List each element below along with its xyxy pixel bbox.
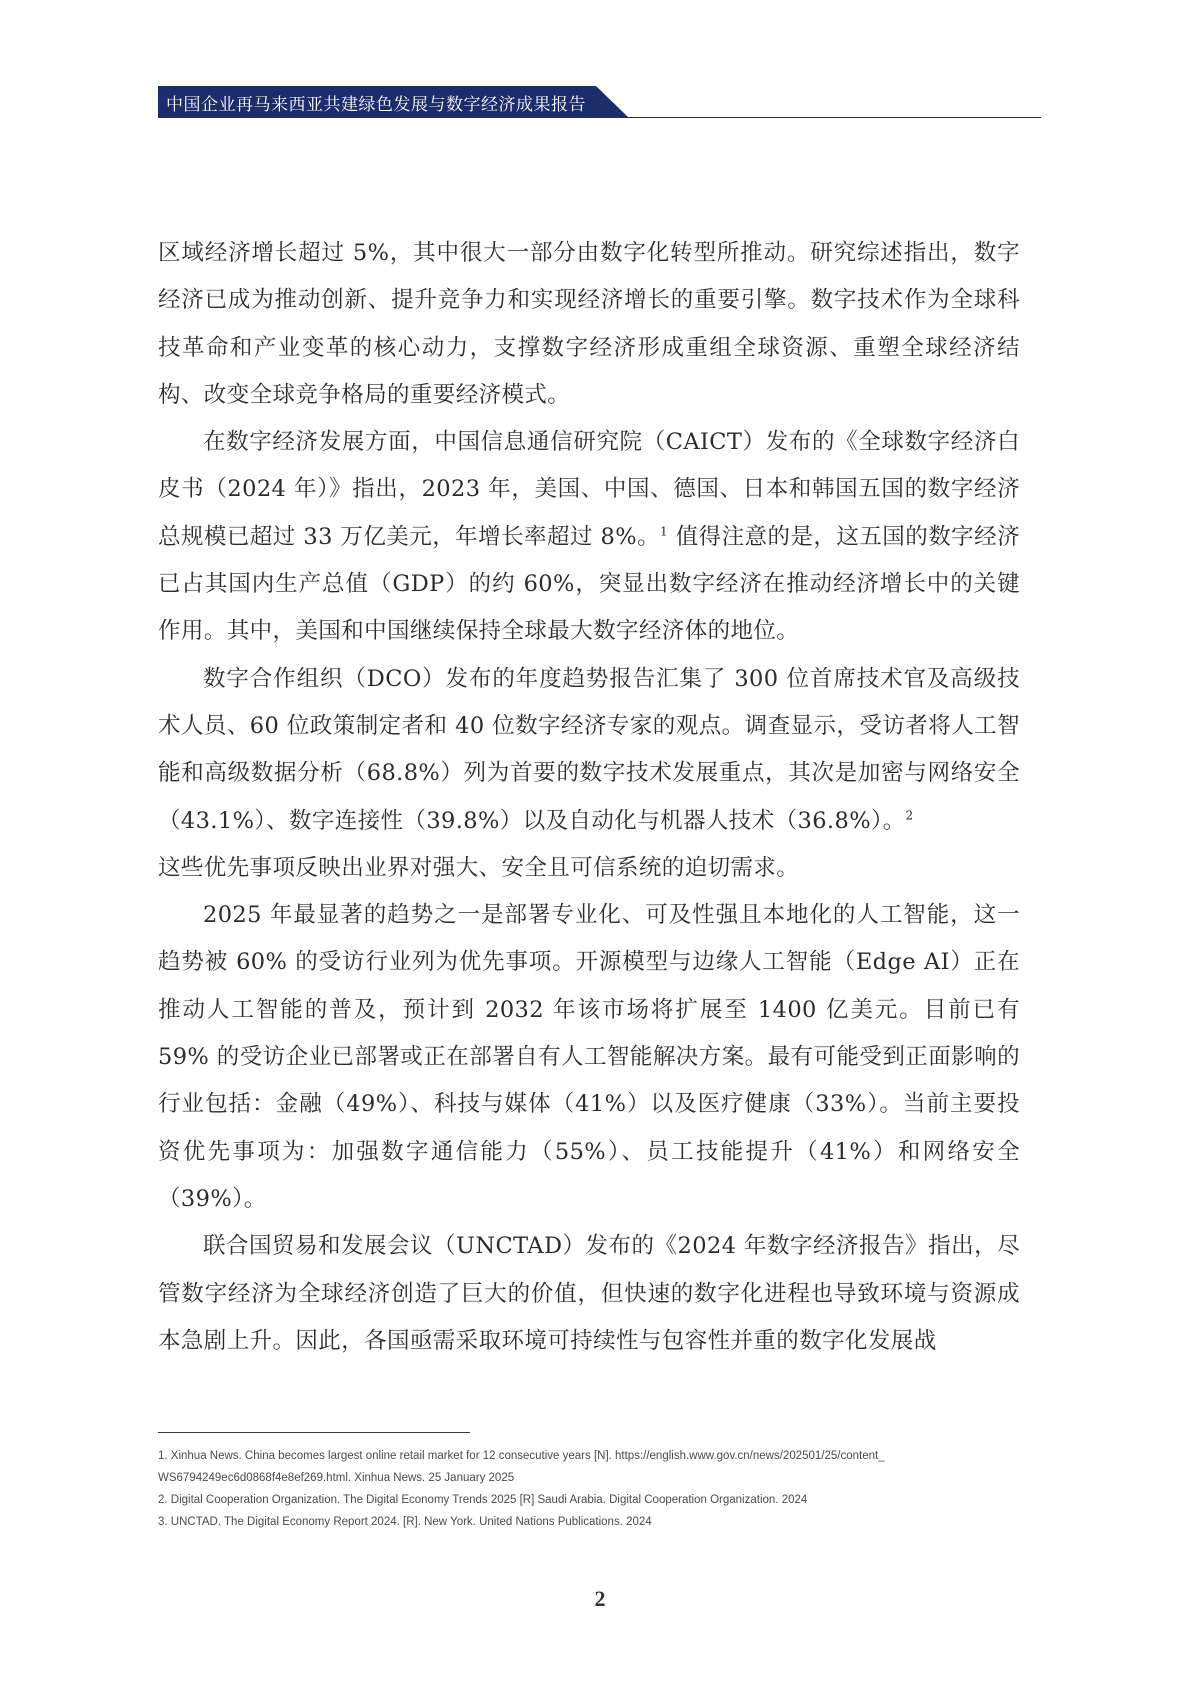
paragraph-4: 2025 年最显著的趋势之一是部署专业化、可及性强且本地化的人工智能，这一趋势被 60% 的受访行业列为优先事项。开源模型与边缘人工智能（Edge AI）正在推动人工智能的普及，预计到 2032 年该市场将扩展至 1400 亿美元。目前已有 59% 的受访企业已部署或正在部署自有人工智能解决方案。最有可能受到正面影响的行业包括：金融（49%）、科技与媒体（41%）以及医疗健康（33%）。当前主要投资优先事项为：加强数字通信能力（55%）、员工技能提升（41%）和网络安全（39%）。 bbox=[158, 902, 1020, 1212]
header-banner bbox=[158, 86, 628, 118]
paragraph-2-part-2: 值得注意的是，这五国的数字经济已占其国内生产总值（GDP）的约 60%，突显出数字经济在推动经济增长中的关键作用。其中，美国和中国继续保持全球最大数字经济体的地位。 bbox=[158, 523, 1020, 645]
paragraph-2-part-1: 在数字经济发展方面，中国信息通信研究院（CAICT）发布的《全球数字经济白皮书（2024 年）》指出，2023 年，美国、中国、德国、日本和韩国五国的数字经济总规模已超过 33 万亿美元，年增长率超过 8%。 bbox=[158, 429, 1020, 550]
header-rule bbox=[158, 117, 1041, 118]
footnote-separator bbox=[158, 1432, 470, 1433]
paragraph-5: 联合国贸易和发展会议（UNCTAD）发布的《2024 年数字经济报告》指出，尽管数字经济为全球经济创造了巨大的价值，但快速的数字化进程也导致环境与资源成本急剧上升。因此，各国亟需采取环境可持续性与包容性并重的数字化发展战 bbox=[158, 1233, 1020, 1354]
footnote-1-line-1: 1. Xinhua News. China becomes largest online retail market for 12 consecutive years [N]. https://english.www.gov.cn/news/202501/25/content_ bbox=[158, 1450, 885, 1462]
paragraph-2 bbox=[158, 419, 1020, 655]
body-text bbox=[158, 230, 1020, 1365]
paragraph-3-part-1: 数字合作组织（DCO）发布的年度趋势报告汇集了 300 位首席技术官及高级技术人员、60 位政策制定者和 40 位数字经济专家的观点。调查显示，受访者将人工智能和高级数据分析（68.8%）列为首要的数字技术发展重点，其次是加密与网络安全（43.1%）、数字连接性（39.8%）以及自动化与机器人技术（36.8%）。 bbox=[158, 665, 1020, 834]
footnote-ref-1[interactable]: 1 bbox=[660, 524, 669, 539]
report-title: 中国企业再马来西亚共建绿色发展与数字经济成果报告 bbox=[166, 94, 586, 115]
footnote-3: 3. UNCTAD. The Digital Economy Report 2024. [R]. New York. United Nations Publications. 2024 bbox=[158, 1516, 652, 1528]
paragraph-3 bbox=[158, 656, 1020, 892]
paragraph-1: 区域经济增长超过 5%，其中很大一部分由数字化转型所推动。研究综述指出，数字经济已成为推动创新、提升竞争力和实现经济增长的重要引擎。数字技术作为全球科技革命和产业变革的核心动力，支撑数字经济形成重组全球资源、重塑全球经济结构、改变全球竞争格局的重要经济模式。 bbox=[158, 240, 1020, 408]
page-number: 2 bbox=[594, 1586, 606, 1611]
footnotes bbox=[158, 1445, 1008, 1533]
footnote-1-line-2: WS6794249ec6d0868f4e8ef269.html. Xinhua News. 25 January 2025 bbox=[158, 1472, 515, 1484]
paragraph-3-part-2: 这些优先事项反映出业界对强大、安全且可信系统的迫切需求。 bbox=[158, 854, 800, 881]
footnote-2: 2. Digital Cooperation Organization. The Digital Economy Trends 2025 [R] Saudi Arabia. Digital Cooperation Organization. 2024 bbox=[158, 1494, 808, 1506]
footnote-ref-2[interactable]: 2 bbox=[905, 808, 914, 823]
